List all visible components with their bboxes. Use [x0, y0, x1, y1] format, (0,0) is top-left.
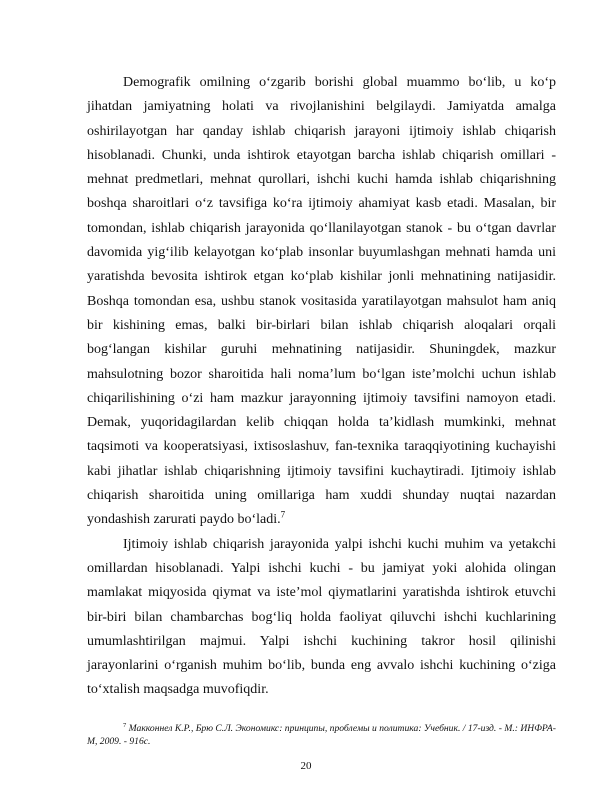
footnote-reference: 7 [280, 509, 286, 520]
paragraph-1 [87, 71, 556, 533]
footnote-number: 7 [123, 721, 127, 729]
footnote-text: Макконнел К.Р., Брю С.Л. Экономикс: принципы, проблемы и политика: Учебник. / 17-изд. - М.: ИНФРА-М, 2009. - 916с. [87, 723, 556, 747]
footnote [87, 722, 556, 748]
paragraph-2 [87, 533, 556, 703]
body-text [87, 71, 556, 703]
page-number: 20 [300, 760, 312, 772]
paragraph-2-text: Ijtimoiy ishlab chiqarish jarayonida yalpi ishchi kuchi muhim va yetakchi omillardan hisoblanadi. Yalpi ishchi kuchi - bu jamiyat yoki alohida olingan mamlakat miqyosida qiymat va iste’mol qiymatlarini yaratishda ishtirok etuvchi bir-biri bilan chambarchas bog‘liq holda faoliyat qiluvchi ishchi kuchlarining umumlashtirilgan majmui. Yalpi ishchi kuchining takror hosil qilinishi jarayonlarini o‘rganish muhim bo‘lib, bunda eng avvalo ishchi kuchining o‘ziga to‘xtalish maqsadga muvofiqdir. [87, 536, 556, 698]
paragraph-1-text: Demografik omilning o‘zgarib borishi global muammo bo‘lib, u ko‘p jihatdan jamiyatning holati va rivojlanishini belgilaydi. Jamiyatda amalga oshirilayotgan har qanday ishlab chiqarish jarayoni ijtimoiy ishlab chiqarish hisoblanadi. Chunki, unda ishtirok etayotgan barcha ishlab chiqarish omillari - mehnat predmetlari, mehnat qurollari, ishchi kuchi hamda ishlab chiqarishning boshqa sharoitlari o‘z tavsifiga ko‘ra ijtimoiy ahamiyat kasb etadi. Masalan, bir tomondan, ishlab chiqarish jarayonida qo‘llanilayotgan stanok - bu o‘tgan davrlar davomida yig‘ilib kelayotgan ko‘plab insonlar buyumlashgan mehnati hamda uni yaratishda bevosita ishtirok etgan ko‘plab kishilar jonli mehnatining natijasidir. Boshqa tomondan esa, ushbu stanok vositasida yaratilayotgan mahsulot ham aniq bir kishining emas, balki bir-birlari bilan ishlab chiqarish aloqalari orqali bog‘langan kishilar guruhi mehnatining natijasidir. Shuningdek, mazkur mahsulotning bozor sharoitida hali noma’lum bo‘lgan iste’molchi uchun ishlab chiqarilishining o‘zi ham mazkur jarayonning ijtimoiy tavsifini namoyon etadi. Demak, yuqoridagilardan kelib chiqqan holda ta’kidlash mumkinki, mehnat taqsimoti va kooperatsiyasi, ixtisoslashuv, fan-texnika taraqqiyotining kuchayishi kabi jihatlar ishlab chiqarishning ijtimoiy tavsifini kuchaytiradi. Ijtimoiy ishlab chiqarish sharoitida uning omillariga ham xuddi shunday nuqtai nazardan yondashish zarurati paydo bo‘ladi. [87, 75, 556, 528]
